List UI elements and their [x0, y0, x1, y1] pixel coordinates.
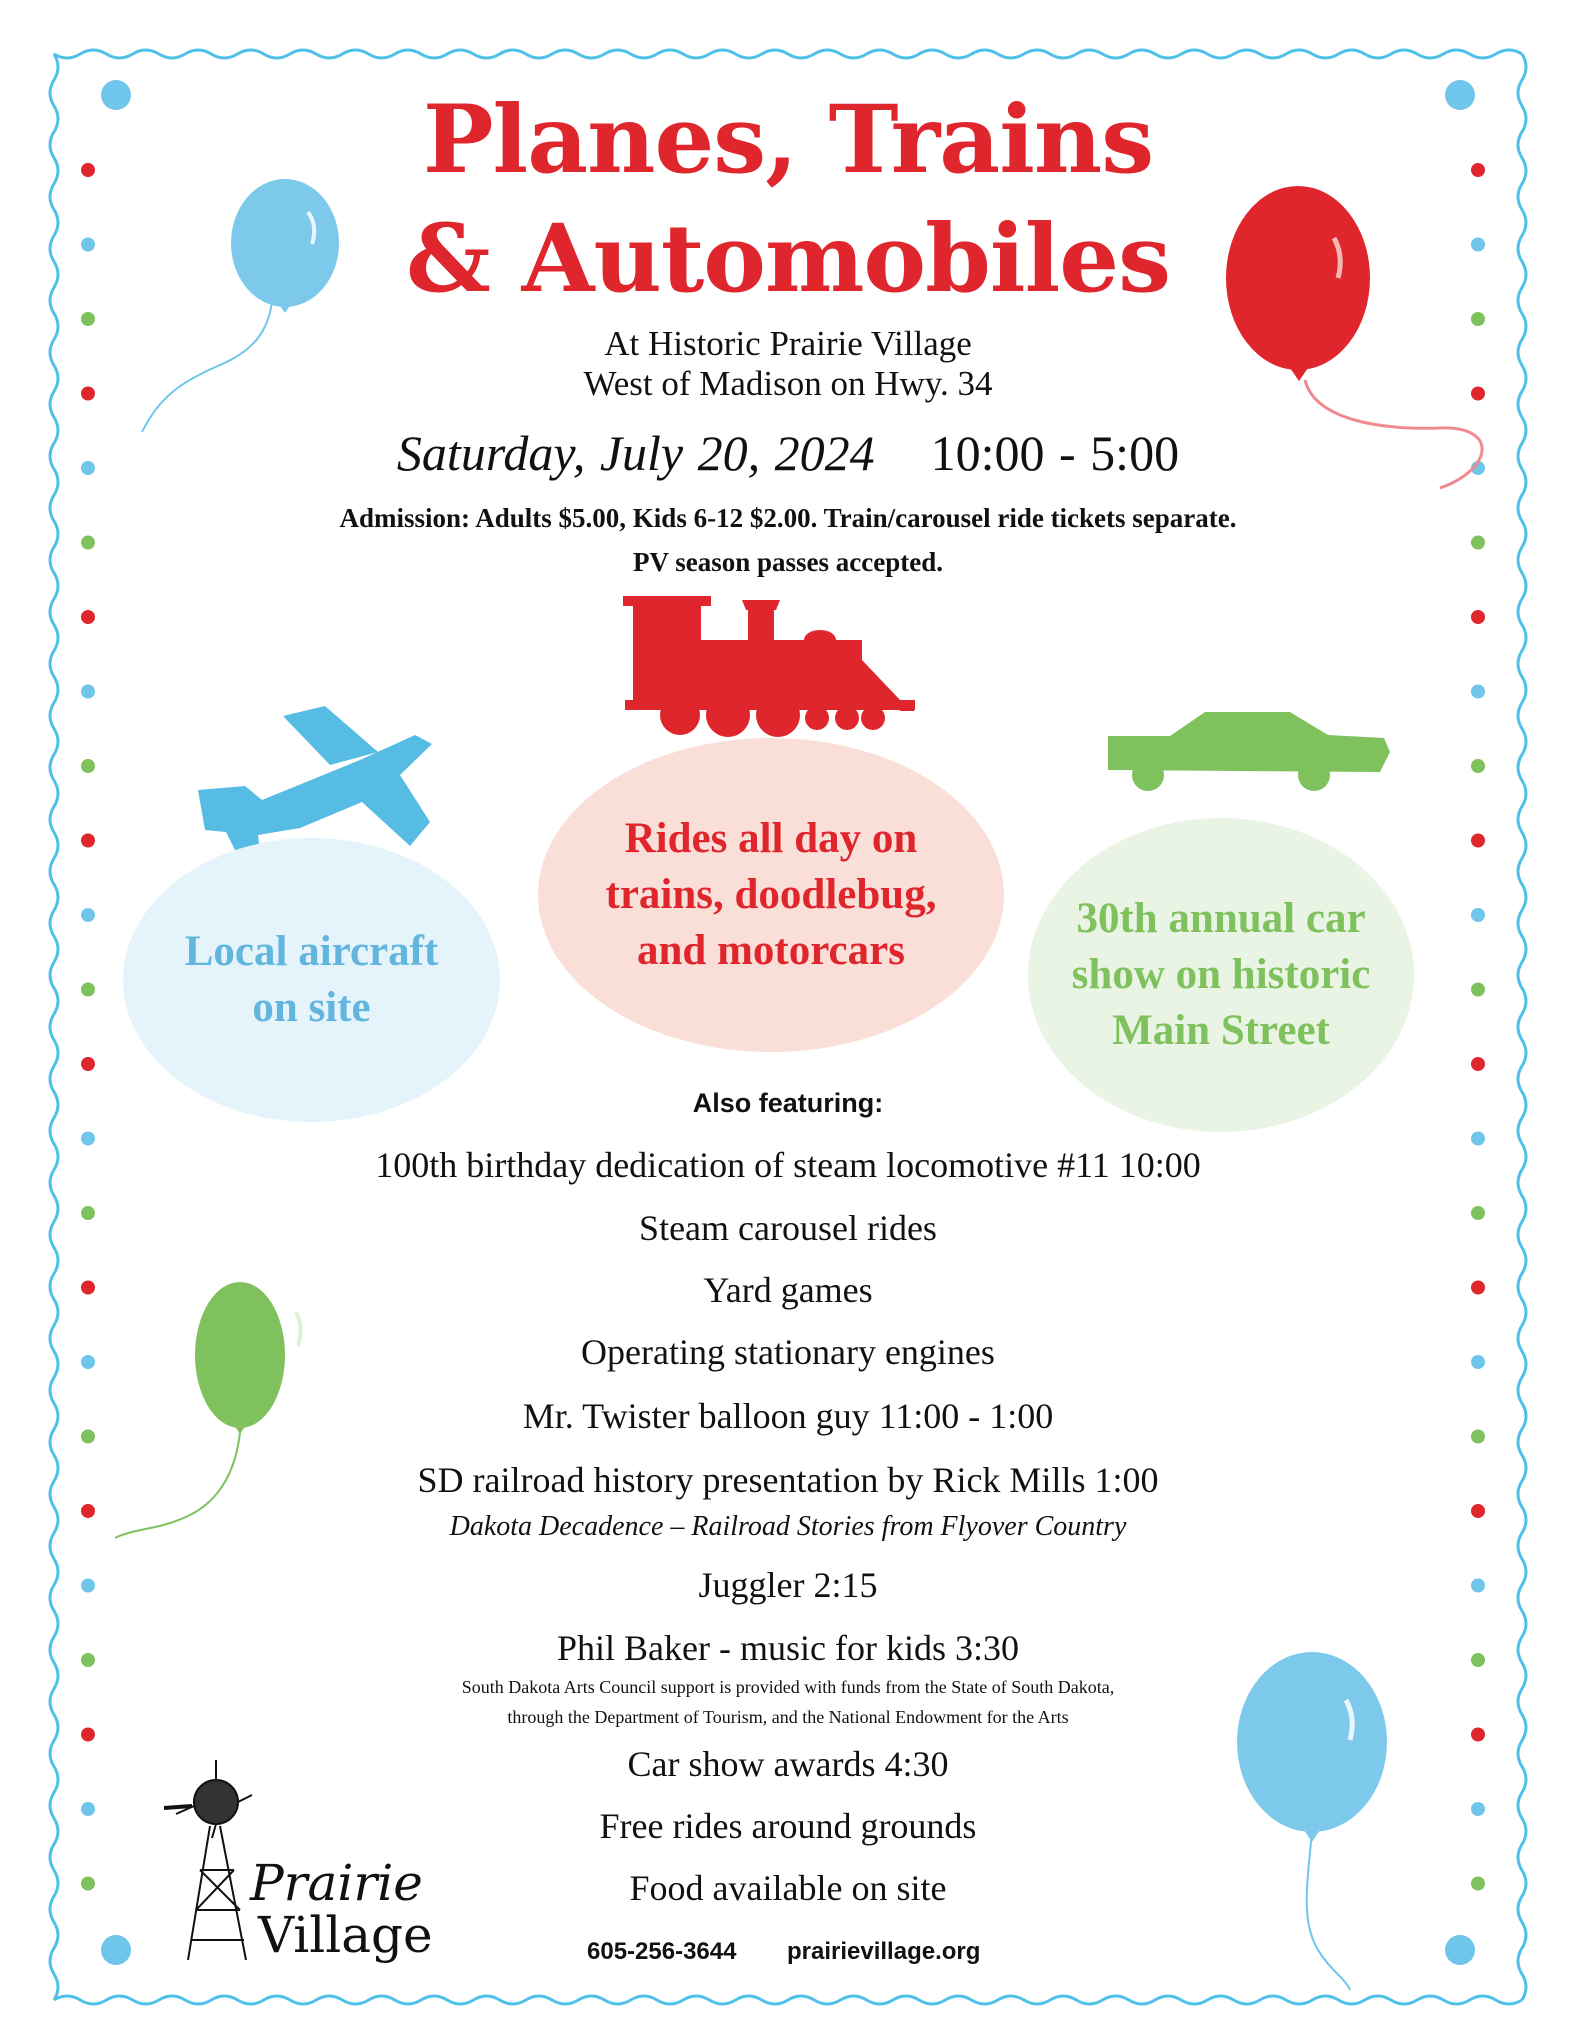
car-show-line-3: Main Street [1112, 1006, 1330, 1054]
phone-number[interactable]: 605-256-3644 [587, 1938, 737, 1965]
feature-item: Car show awards 4:30 [627, 1744, 949, 1784]
border-dot [101, 1935, 131, 1965]
feature-item: Steam carousel rides [639, 1208, 937, 1248]
border-dot [1445, 1935, 1475, 1965]
feature-item: SD railroad history presentation by Rick Mills 1:00 [417, 1460, 1159, 1500]
feature-item: Free rides around grounds [599, 1806, 977, 1846]
border-dot [1471, 685, 1485, 699]
border-dot [81, 983, 95, 997]
title-line-1: Planes, Trains [422, 85, 1154, 195]
event-time: 10:00 - 5:00 [930, 425, 1180, 481]
feature-item: Phil Baker - music for kids 3:30 [557, 1628, 1019, 1668]
logo-prairie: Prairie [250, 1854, 423, 1912]
feature-item: Mr. Twister balloon guy 11:00 - 1:00 [522, 1396, 1054, 1436]
event-date: Saturday, July 20, 2024 [396, 425, 875, 481]
highlight-aircraft [123, 838, 500, 1122]
border-dot [81, 908, 95, 922]
arts-council-credit-line-1: South Dakota Arts Council support is provided with funds from the State of South Dakota, [461, 1677, 1115, 1697]
logo-village: Village [258, 1906, 433, 1964]
admission-line-2: PV season passes accepted. [633, 547, 943, 577]
windmill-icon [164, 1760, 252, 1960]
also-featuring-heading: Also featuring: [692, 1088, 884, 1118]
border-dot [1471, 610, 1485, 624]
border-dot [81, 1132, 95, 1146]
location-line-2: West of Madison on Hwy. 34 [583, 364, 993, 403]
locomotive-icon [623, 596, 915, 737]
highlight-rides [538, 738, 1004, 1052]
feature-item-subtitle: Dakota Decadence – Railroad Stories from Flyover Country [449, 1511, 1127, 1542]
car-show-line-2: show on historic [1071, 951, 1371, 999]
rides-line-1: Rides all day on [624, 815, 918, 863]
feature-item: Juggler 2:15 [698, 1565, 878, 1605]
website-link[interactable]: prairievillage.org [787, 1938, 981, 1965]
aircraft-line-1: Local aircraft [184, 928, 439, 976]
title-line-2: & Automobiles [405, 204, 1170, 314]
border-dot [81, 610, 95, 624]
border-dot [81, 685, 95, 699]
highlight-car-show [1028, 818, 1414, 1132]
feature-item: Yard games [703, 1270, 873, 1310]
border-dot [1471, 908, 1485, 922]
border-dot [1471, 759, 1485, 773]
admission-line-1: Admission: Adults $5.00, Kids 6-12 $2.00. Train/carousel ride tickets separate. [339, 503, 1237, 533]
border-dot [81, 759, 95, 773]
aircraft-line-2: on site [252, 984, 371, 1031]
border-dot [1471, 1057, 1485, 1071]
feature-item: 100th birthday dedication of steam locomotive #11 10:00 [375, 1145, 1201, 1185]
rides-line-2: trains, doodlebug, [605, 871, 937, 919]
feature-item: Operating stationary engines [581, 1332, 995, 1372]
border-dot [81, 1057, 95, 1071]
car-icon [1108, 712, 1390, 791]
event-date-time [0, 425, 1576, 481]
rides-line-3: and motorcars [637, 926, 905, 974]
border-dot [1471, 1132, 1485, 1146]
border-dot [81, 834, 95, 848]
feature-item: Food available on site [629, 1868, 947, 1908]
car-show-line-1: 30th annual car [1076, 895, 1366, 943]
location-line-1: At Historic Prairie Village [604, 324, 972, 363]
arts-council-credit-line-2: through the Department of Tourism, and the National Endowment for the Arts [507, 1707, 1069, 1727]
border-dot [1471, 983, 1485, 997]
border-dot [1471, 834, 1485, 848]
